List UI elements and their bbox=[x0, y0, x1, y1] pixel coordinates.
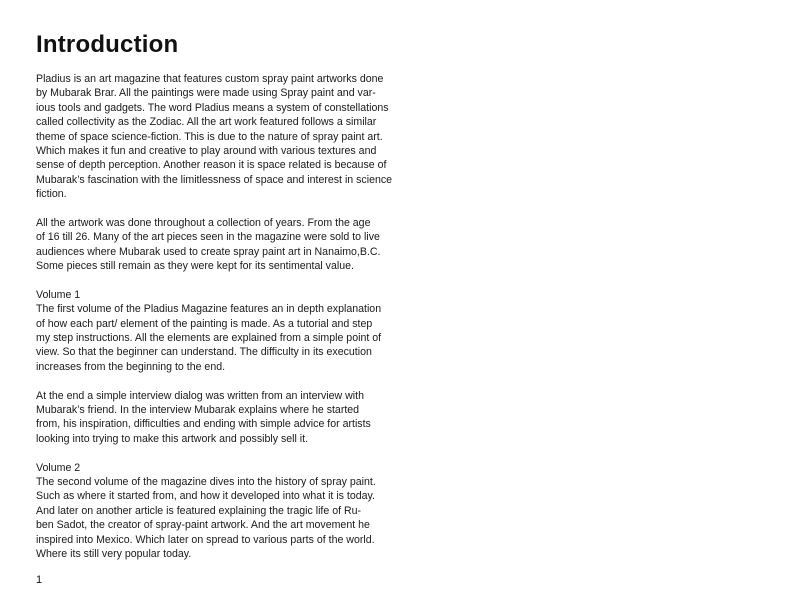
text-line: by Mubarak Brar. All the paintings were made using Spray paint and var- bbox=[36, 87, 376, 100]
paragraph-gap bbox=[36, 374, 396, 388]
paragraph-interview bbox=[36, 389, 396, 447]
text-line: Mubarak’s fascination with the limitlessness of space and interest in science bbox=[36, 173, 393, 186]
text-line: At the end a simple interview dialog was written from an interview with bbox=[36, 389, 364, 402]
paragraph-gap bbox=[36, 273, 396, 287]
text-line: Mubarak’s friend. In the interview Mubarak explains where he started bbox=[36, 403, 360, 416]
text-line: Pladius is an art magazine that features custom spray paint artworks done bbox=[36, 73, 384, 85]
section-heading-volume-2: Volume 2 bbox=[36, 461, 81, 474]
page-title: Introduction bbox=[36, 31, 179, 58]
text-line: called collectivity as the Zodiac. All the art work featured follows a similar bbox=[36, 116, 377, 129]
paragraph-intro bbox=[36, 72, 396, 202]
text-line: inspired into Mexico. Which later on spread to various parts of the world. bbox=[36, 533, 375, 546]
text-line: Where its still very popular today. bbox=[36, 547, 192, 560]
text-line: Some pieces still remain as they were kept for its sentimental value. bbox=[36, 260, 354, 273]
text-line: The second volume of the magazine dives into the history of spray paint. bbox=[36, 475, 376, 488]
text-line: my step instructions. All the elements are explained from a simple point of bbox=[36, 332, 382, 345]
paragraph-artwork-history bbox=[36, 216, 396, 274]
text-line: ben Sadot, the creator of spray-paint artwork. And the art movement he bbox=[36, 519, 370, 532]
paragraph-volume-1 bbox=[36, 288, 396, 374]
paragraph-gap bbox=[36, 202, 396, 216]
text-line: from, his inspiration, difficulties and ending with simple advice for artists bbox=[36, 418, 371, 431]
text-line: The first volume of the Pladius Magazine features an in depth explanation bbox=[36, 303, 382, 316]
section-heading-volume-1: Volume 1 bbox=[36, 288, 81, 301]
text-line: Which makes it fun and creative to play around with various textures and bbox=[36, 144, 377, 157]
text-line: Such as where it started from, and how it developed into what it is today. bbox=[36, 490, 375, 503]
text-line: And later on another article is featured explaining the tragic life of Ru- bbox=[36, 504, 362, 517]
text-line: of how each part/ element of the painting is made. As a tutorial and step bbox=[36, 317, 373, 330]
text-line: sense of depth perception. Another reason it is space related is because of bbox=[36, 159, 387, 172]
body-text bbox=[36, 72, 396, 561]
text-line: ious tools and gadgets. The word Pladius means a system of constellations bbox=[36, 101, 389, 114]
text-line: of 16 till 26. Many of the art pieces seen in the magazine were sold to live bbox=[36, 231, 380, 244]
text-line: audiences where Mubarak used to create spray paint art in Nanaimo,B.C. bbox=[36, 245, 381, 258]
text-line: looking into trying to make this artwork and possibly sell it. bbox=[36, 432, 309, 445]
page-number: 1 bbox=[36, 574, 43, 586]
text-line: theme of space science-fiction. This is due to the nature of spray paint art. bbox=[36, 130, 383, 143]
text-line: increases from the beginning to the end. bbox=[36, 360, 226, 373]
text-line: All the artwork was done throughout a collection of years. From the age bbox=[36, 216, 371, 229]
paragraph-volume-2 bbox=[36, 461, 396, 562]
paragraph-gap bbox=[36, 446, 396, 460]
text-line: view. So that the beginner can understand. The difficulty in its execution bbox=[36, 346, 372, 359]
text-line: fiction. bbox=[36, 188, 67, 201]
